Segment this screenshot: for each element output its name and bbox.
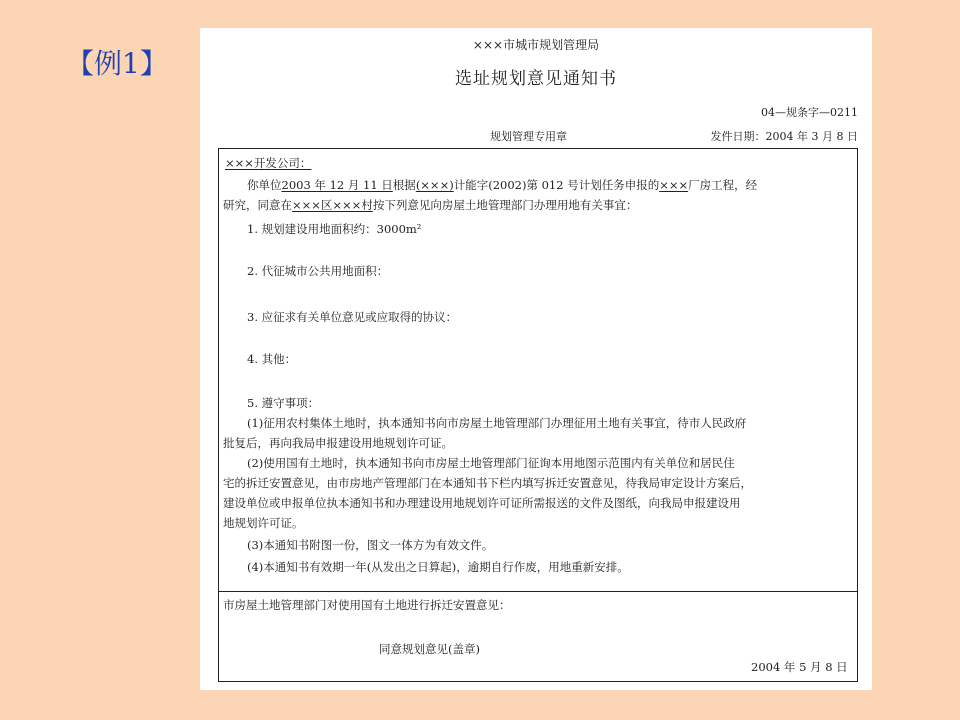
- item-value: 3000m²: [376, 222, 422, 236]
- item-agreements: 3. 应征求有关单位意见或应取得的协议：: [247, 310, 458, 324]
- note-line: 宅的拆迁安置意见，由市房地产管理部门在本通知书下栏内填写拆迁安置意见，待我局审定设计方案后，: [223, 476, 752, 490]
- seal-label: 规划管理专用章: [490, 130, 567, 143]
- document-scan: [200, 28, 872, 690]
- intro-line-1: [247, 177, 757, 193]
- intro-location: ×××区×××村: [292, 198, 373, 212]
- intro-text: 厂房工程，经: [688, 178, 758, 192]
- intro-text: 你单位: [247, 178, 282, 192]
- note-line: 地规划许可证。: [223, 516, 304, 530]
- intro-ref: (×××): [415, 178, 454, 192]
- item-other: 4. 其他：: [247, 352, 297, 366]
- item-public-land: 2. 代征城市公共用地面积：: [247, 264, 389, 278]
- item-label: 1. 规划建设用地面积约：: [247, 222, 377, 236]
- notice-body: [218, 148, 858, 682]
- issue-date: 发件日期：2004 年 3 月 8 日: [710, 130, 858, 143]
- item-rules: 5. 遵守事项：: [247, 396, 320, 410]
- intro-project: ×××: [659, 178, 689, 192]
- note-line: (2)使用国有土地时，执本通知书向市房屋土地管理部门征询本用地图示范围内有关单位和居民住: [247, 456, 735, 470]
- relocation-date: 2004 年 5 月 8 日: [751, 660, 848, 674]
- section-divider: [219, 591, 857, 592]
- note-line: (1)征用农村集体土地时，执本通知书向市房屋土地管理部门办理征用土地有关事宜，待市人民政府: [247, 416, 747, 430]
- note-line: 建设单位或申报单位执本通知书和办理建设用地规划许可证所需报送的文件及图纸，向我局申报建设用: [223, 496, 741, 510]
- note-line: (4)本通知书有效期一年(从发出之日算起)，逾期自行作废，用地重新安排。: [247, 560, 629, 574]
- intro-text: 计能字(2002)第 012 号计划任务申报的: [453, 178, 660, 192]
- recipient: ×××开发公司：: [225, 156, 312, 170]
- document-title: 选址规划意见通知书: [455, 69, 617, 89]
- note-line: (3)本通知书附图一份，图文一体方为有效文件。: [247, 538, 494, 552]
- intro-text: 根据: [392, 178, 416, 192]
- issuer-name: ×××市城市规划管理局: [472, 38, 600, 52]
- relocation-heading: 市房屋土地管理部门对使用国有土地进行拆迁安置意见：: [223, 598, 511, 612]
- intro-text: 研究，同意在: [223, 198, 292, 212]
- item-land-area: [247, 221, 421, 237]
- relocation-opinion: 同意规划意见(盖章): [379, 642, 480, 656]
- intro-date: 2003 年 12 月 11 日: [281, 178, 393, 192]
- slide-label: 【例1】: [66, 47, 168, 80]
- document-number: 04—规条字—0211: [761, 106, 858, 119]
- intro-text: 按下列意见向房屋土地管理部门办理用地有关事宜：: [372, 198, 638, 212]
- intro-line-2: [223, 197, 637, 213]
- note-line: 批复后，再向我局申报建设用地规划许可证。: [223, 436, 453, 450]
